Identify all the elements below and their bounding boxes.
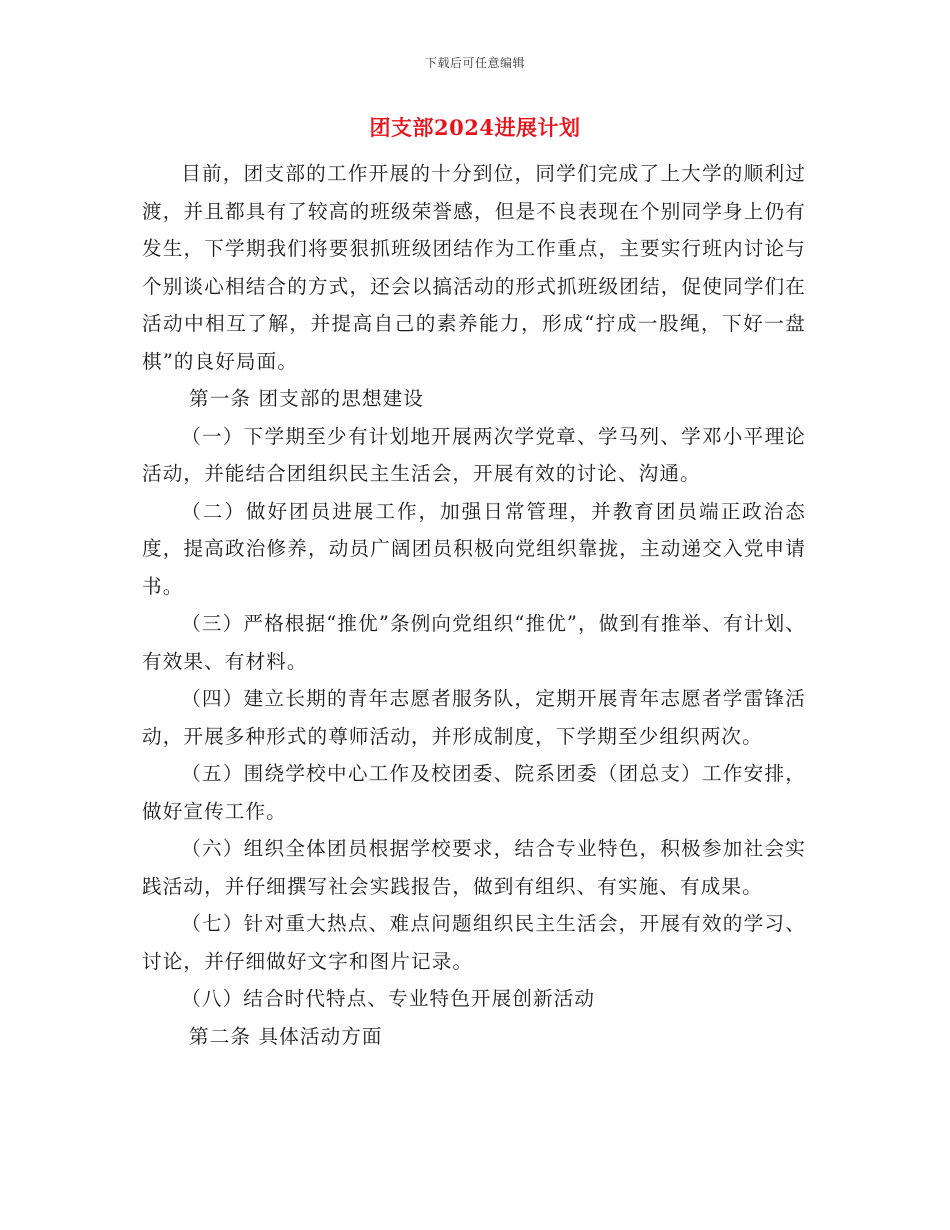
item-1-paragraph: （一）下学期至少有计划地开展两次学党章、学马列、学邓小平理论活动，并能结合团组织民主生活会，开展有效的讨论、沟通。	[142, 424, 806, 485]
item-8-paragraph: （八）结合时代特点、专业特色开展创新活动	[181, 987, 596, 1010]
intro-paragraph: 目前，团支部的工作开展的十分到位，同学们完成了上大学的顺利过渡，并且都具有了较高的班级荣誉感，但是不良表现在个别同学身上仍有发生，下学期我们将要狠抓班级团结作为工作重点，主要实行班内讨论与个别谈心相结合的方式，还会以搞活动的形式抓班级团结，促使同学们在活动中相互了解，并提高自己的素养能力，形成“拧成一股绳，下好一盘棋”的良好局面。	[142, 162, 806, 373]
header-note: 下载后可任意编辑	[424, 56, 525, 70]
item-3-paragraph: （三）严格根据“推优”条例向党组织“推优”，做到有推举、有计划、有效果、有材料。	[142, 612, 806, 673]
item-4-paragraph: （四）建立长期的青年志愿者服务队，定期开展青年志愿者学雷锋活动，开展多种形式的尊师活动，并形成制度，下学期至少组织两次。	[142, 687, 806, 748]
item-2-paragraph: （二）做好团员进展工作，加强日常管理，并教育团员端正政治态度，提高政治修养，动员广阔团员积极向党组织靠拢，主动递交入党申请书。	[142, 499, 806, 598]
item-5-paragraph: （五）围绕学校中心工作及校团委、院系团委（团总支）工作安排，做好宣传工作。	[142, 762, 806, 823]
document-title: 团支部2024进展计划	[369, 115, 581, 140]
document-body	[142, 155, 806, 1055]
item-6-paragraph: （六）组织全体团员根据学校要求，结合专业特色，积极参加社会实践活动，并仔细撰写社会实践报告，做到有组织、有实施、有成果。	[142, 837, 806, 898]
article-1-heading: 第一条 团支部的思想建设	[189, 387, 424, 410]
article-2-heading: 第二条 具体活动方面	[189, 1024, 383, 1048]
item-7-paragraph: （七）针对重大热点、难点问题组织民主生活会，开展有效的学习、讨论，并仔细做好文字和图片记录。	[142, 912, 806, 973]
